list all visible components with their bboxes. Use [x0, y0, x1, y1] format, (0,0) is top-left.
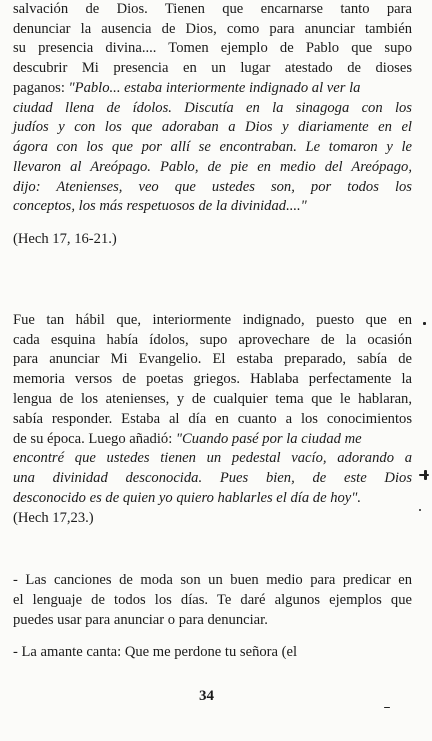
quote-line: encontré que ustedes tienen un pedestal vacío, adorando a: [13, 450, 412, 466]
text-line: [13, 79, 412, 97]
text-line: Fue tan hábil que, interiormente indignado, puesto que en: [13, 312, 412, 328]
reference: (Hech 17,23.): [13, 510, 94, 526]
text-line: cada esquina había ídolos, supo aprovechare de la ocasión: [13, 332, 412, 348]
page-number: 34: [199, 688, 214, 704]
text-line: lengua de los atenienses, y de cualquier tema que le hablaran,: [13, 391, 412, 407]
quote-line: una divinidad desconocida. Pues bien, de este Dios: [13, 470, 412, 486]
quote-line: dijo: Atenienses, veo que ustedes son, por todos los: [13, 179, 412, 195]
text-line: descubrir Mi presencia en un lugar atestado de dioses: [13, 60, 412, 76]
text-line: - La amante canta: Que me perdone tu señora (el: [13, 644, 298, 660]
quote-span: "Cuando pasé por la ciudad me: [175, 431, 362, 447]
text-span: paganos:: [13, 80, 69, 96]
scan-speck: [424, 470, 427, 480]
text-line: denunciar la ausencia de Dios, como para anunciar también: [13, 21, 412, 37]
quote-span: "Pablo... estaba interiormente indignado al ver la: [68, 80, 361, 96]
scan-speck: [384, 707, 390, 708]
text-line: memoria versos de poetas griegos. Hablaba perfectamente la: [13, 371, 412, 387]
scan-speck: [419, 509, 421, 511]
quote-line: ciudad llena de ídolos. Discutía en la sinagoga con los: [13, 100, 412, 116]
quote-line: llevaron al Areópago. Pablo, de pie en medio del Areópago,: [13, 159, 412, 175]
text-line: sabía responder. Estaba al día en cuanto a los conocimientos: [13, 411, 412, 427]
text-line: para anunciar Mi Evangelio. El estaba preparado, sabía de: [13, 351, 412, 367]
quote-line: desconocido es de quien yo quiero hablarles el día de hoy".: [13, 490, 362, 506]
text-line: puedes usar para anunciar o para denunciar.: [13, 612, 268, 628]
reference: (Hech 17, 16-21.): [13, 231, 117, 247]
scan-speck: [423, 322, 426, 325]
quote-line: judíos y con los que adoraban a Dios y diariamente en el: [13, 119, 412, 135]
text-line: - Las canciones de moda son un buen medio para predicar en: [13, 572, 412, 588]
quote-line: conceptos, los más respetuosos de la divinidad....": [13, 198, 307, 214]
text-span: de su época. Luego añadió:: [13, 431, 176, 447]
text-line: salvación de Dios. Tienen que encarnarse tanto para: [13, 1, 412, 17]
text-line: el lenguaje de todos los días. Te daré algunos ejemplos que: [13, 592, 412, 608]
text-line: [13, 430, 412, 448]
text-line: su presencia divina.... Tomen ejemplo de Pablo que supo: [13, 40, 412, 56]
quote-line: ágora con los que por allí se encontraban. Le tomaron y le: [13, 139, 412, 155]
